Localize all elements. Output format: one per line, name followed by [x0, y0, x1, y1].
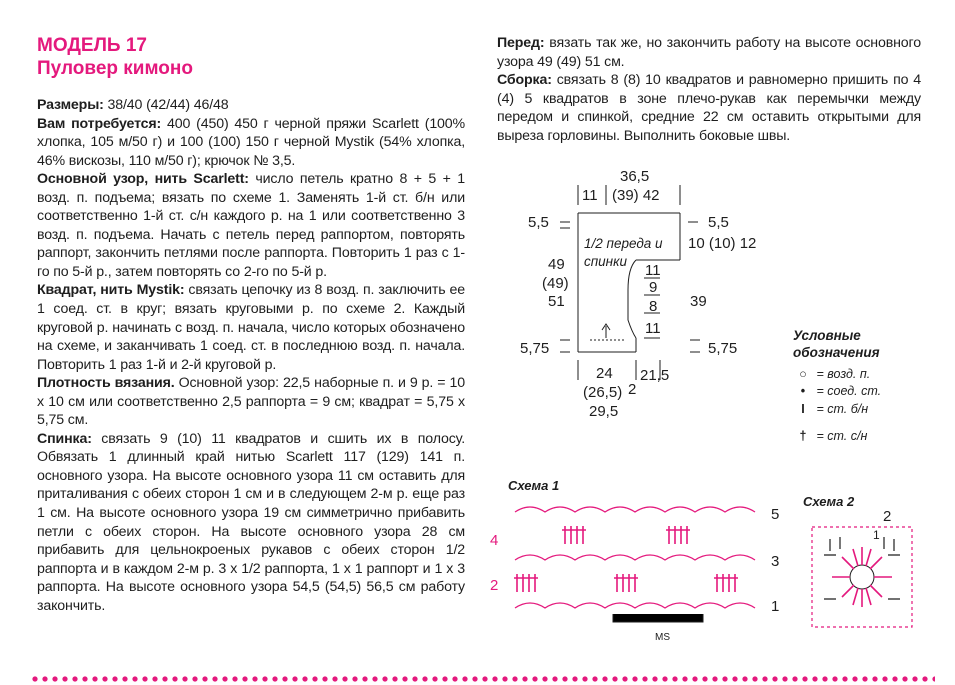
dim-bottom-2: 2 — [628, 381, 637, 398]
schema2-square-outline — [812, 527, 912, 627]
legend-chain-text: = возд. п. — [816, 367, 871, 381]
schema2-round-1: 1 — [873, 528, 880, 542]
legend-sc-text: = ст. б/н — [816, 402, 869, 416]
schema1-row-5: 5 — [771, 506, 780, 523]
dim-right-39: 39 — [690, 293, 707, 310]
dim-height-3: 51 — [548, 293, 565, 310]
legend-item-dc — [793, 428, 867, 444]
model-number: МОДЕЛЬ 17 — [37, 35, 147, 56]
legend-item-sc — [793, 401, 868, 417]
chain-stitch-icon: ○ — [799, 367, 807, 381]
assembly-text: связать 8 (8) 10 квадратов и равномерно пришить по 4 (4) 5 квадратов в зоне плечо-рукав как перемычки между передом и спинкой, средние 22 см оставить открытыми для выреза горловины. Выполнить боковые швы. — [497, 72, 921, 144]
pattern-label: Основной узор, нить Scarlett: — [37, 171, 249, 188]
dim-right-sleeve: 10 (10) 12 — [688, 235, 757, 252]
schema1-ms-bracket — [613, 614, 703, 622]
dim-right-top: 5,5 — [708, 214, 729, 231]
schema1-row3-arcs — [515, 555, 755, 560]
schema1-row5-arcs — [515, 507, 755, 512]
back-text: связать 9 (10) 11 квадратов и сшить их в полосу. Обвязать 1 длинный край нитью Scarlett 117 (129) 141 п. основного узора. На высоте основного узора 11 см оставить для приталивания с обеих сторон 1 см и в следующем 2-м р. еще раз 1 см. На высоте основного узора 19 см симметрично прибавить петли с обеих сторон. На высоте основного узора 28 см прибавить для цельнокроеных рукавов с обеих сторон 1/2 раппорта и в каждом 2-м р. 3 х 1/2 раппорта, 1 х 1 раппорт и 1 х 3 раппорта. На высоте основного узора 54,5 (54,5) 56,5 см работу закончить. — [37, 430, 465, 614]
slip-stitch-icon: • — [800, 384, 806, 398]
dim-top-left: 11 — [582, 187, 598, 204]
sizes-label: Размеры: — [37, 97, 104, 113]
schema1-label: Схема 1 — [508, 478, 560, 493]
single-crochet-icon: I — [801, 402, 805, 416]
legend-title-line2: обозначения — [793, 345, 880, 360]
materials-text: 400 (450) 450 г черной пряжи Scarlett (100% хлопка, 105 м/50 г) и 100 (100) 150 г черной Mystik (54% хлопка, 46% вискозы, 110 м/50 г); крючок № 3,5. — [37, 115, 466, 169]
double-crochet-icon: † — [799, 429, 807, 443]
pattern-text: число петель кратно 8 + 5 + 1 возд. п. подъема; вязать по схеме 1. Заменять 1-й ст. б/н или соответственно 1-й ст. с/н каждого р. на 1 или соответственно 3 возд. п. подъема. Начать с петель перед раппортом, повторять раппорт, закончить петлями после раппорта. Повторить 1 раз с 1-го по 5-й р., затем повторять со 2-го по 5-й р. — [37, 171, 465, 280]
gauge-text: Основной узор: 22,5 наборные п. и 9 р. = 10 х 10 см или соответственно 2,5 раппорта = 9 см; квадрат = 5,75 х 5,75 см. — [37, 375, 465, 429]
legend-item-chain — [793, 366, 870, 382]
front-label: Перед: — [497, 35, 545, 51]
schema1-ms-label: MS — [655, 632, 670, 643]
schema2-round-2: 2 — [883, 508, 892, 525]
dim-left-bottom: 5,75 — [520, 340, 550, 357]
dim-height-2: (49) — [542, 275, 569, 292]
materials-label: Вам потребуется: — [37, 115, 162, 132]
schema1-row-4: 4 — [490, 532, 499, 549]
square-text: связать цепочку из 8 возд. п. заключить ее 1 соед. ст. в круг; вязать круговыми р. по схеме 2. Каждый круговой р. начинать с возд. п. начала, число которых обозначено на схеме, и заканчивать 1 соед. ст. в последнюю возд. п. начала. Повторить 1 раз 1-й и 2-й круговой р. — [37, 282, 465, 373]
legend-item-slip — [793, 383, 881, 399]
schema1-row1-arcs — [515, 603, 755, 608]
schema1-chart — [505, 500, 765, 620]
front-text: вязать так же, но закончить работу на высоте основного узора 49 (49) 51 см. — [497, 35, 921, 70]
panel-label-line2: спинки — [584, 254, 627, 269]
back-label: Спинка: — [37, 430, 92, 447]
dim-bottom-24: 24 — [596, 365, 613, 382]
dim-left-top: 5,5 — [528, 214, 549, 231]
schema1-row2-stitches — [514, 574, 738, 592]
dim-top-mid: (39) 42 — [612, 187, 660, 204]
legend-title-line1: Условные — [793, 328, 861, 343]
schema2-chart — [810, 525, 915, 630]
dim-side-11a: 11 — [645, 262, 661, 279]
assembly-label: Сборка: — [497, 72, 552, 89]
legend-dc-text: = ст. с/н — [816, 429, 868, 443]
dim-right-bottom: 5,75 — [708, 340, 738, 357]
legend-slip-text: = соед. ст. — [816, 384, 882, 398]
schema2-label: Схема 2 — [803, 494, 855, 509]
schema1-row4-stitches — [562, 526, 690, 544]
dim-bottom-215: 21,5 — [640, 367, 670, 384]
sizes-text: 38/40 (42/44) 46/48 — [103, 97, 229, 113]
dim-side-8: 8 — [649, 298, 658, 315]
panel-label-line1: 1/2 переда и — [584, 236, 663, 251]
decorative-dotted-border — [30, 676, 935, 682]
dim-top-width: 36,5 — [620, 168, 650, 185]
schema2-round1-stitches — [832, 547, 892, 607]
schema1-row-1: 1 — [771, 598, 780, 615]
underarm-curve — [628, 260, 636, 338]
dim-side-11b: 11 — [645, 320, 661, 337]
legend-title — [793, 327, 880, 361]
gauge-label: Плотность вязания. — [37, 375, 175, 392]
dim-bottom-295: 29,5 — [589, 403, 619, 420]
model-name: Пуловер кимоно — [37, 58, 193, 79]
schema1-row-2: 2 — [490, 577, 499, 594]
dim-side-9: 9 — [649, 279, 658, 296]
square-label: Квадрат, нить Mystik: — [37, 282, 185, 299]
schema1-row-3: 3 — [771, 553, 780, 570]
dim-height-1: 49 — [548, 256, 565, 273]
dim-bottom-265: (26,5) — [583, 384, 623, 401]
